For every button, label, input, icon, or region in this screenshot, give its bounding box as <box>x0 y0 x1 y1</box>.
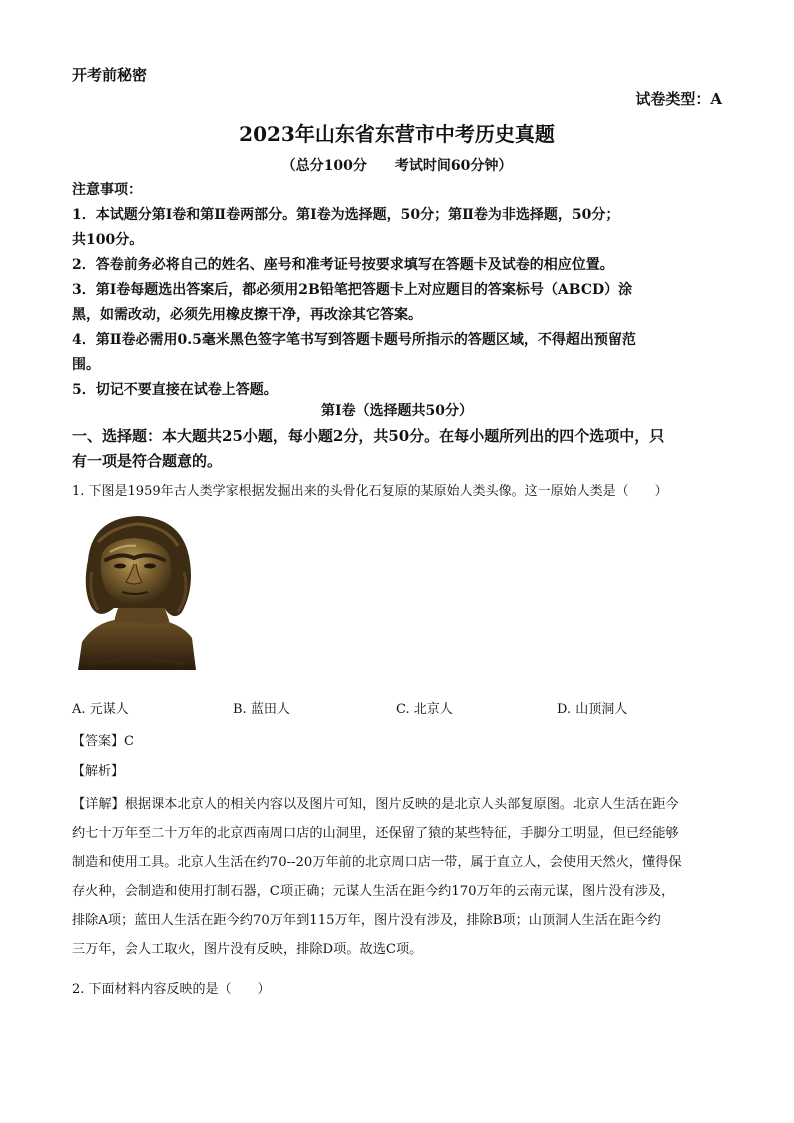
notes-heading: 注意事项： <box>72 182 142 198</box>
notes-section <box>72 178 722 403</box>
notes-line: 围。 <box>72 357 100 373</box>
notes-line: 2．答卷前务必将自己的姓名、座号和准考证号按要求填写在答题卡及试卷的相应位置。 <box>72 257 614 273</box>
option-d: D. 山顶洞人 <box>557 702 628 717</box>
option-a: A. 元谋人 <box>72 702 129 717</box>
notes-line: 3．第Ⅰ卷每题选出答案后，都必须用2B铅笔把答题卡上对应题目的答案标号（ABCD）涂 <box>72 282 633 298</box>
paper-type-label: 试卷类型：A <box>635 90 722 108</box>
instruction-line: 有一项是符合题意的。 <box>72 452 223 470</box>
peking-man-bust-image <box>74 512 200 672</box>
notes-line: 黑，如需改动，必须先用橡皮擦干净，再改涂其它答案。 <box>72 307 422 323</box>
section-instruction <box>72 424 722 474</box>
option-b: B. 蓝田人 <box>233 702 290 717</box>
explanation-line: 存火种，会制造和使用打制石器，C项正确；元谋人生活在距今约170万年的云南元谋，图片没有涉及， <box>72 884 675 899</box>
exam-subtitle: （总分100分 考试时间60分钟） <box>281 158 513 174</box>
question-1-stem: 1. 下图是1959年古人类学家根据发掘出来的头骨化石复原的某原始人类头像。这一原始人类是（ ） <box>72 484 668 499</box>
explanation-line: 排除A项；蓝田人生活在距今约70万年到115万年，图片没有涉及，排除B项；山顶洞人生活在距今约 <box>72 913 661 928</box>
instruction-line: 一、选择题：本大题共25小题，每小题2分，共50分。在每小题所列出的四个选项中，只 <box>72 427 665 445</box>
notes-line: 5．切记不要直接在试卷上答题。 <box>72 382 278 398</box>
confidential-label: 开考前秘密 <box>72 66 148 84</box>
section-title: 第Ⅰ卷（选择题共50分） <box>320 403 474 419</box>
explanation-line: 约七十万年至二十万年的北京西南周口店的山洞里，还保留了猿的某些特征，手脚分工明显，但已经能够 <box>72 826 679 841</box>
detailed-explanation <box>72 790 724 964</box>
analysis-label: 【解析】 <box>72 764 125 779</box>
exam-title: 2023年山东省东营市中考历史真题 <box>239 122 555 146</box>
question-2-stem: 2. 下面材料内容反映的是（ ） <box>72 982 271 997</box>
option-c: C. 北京人 <box>396 702 453 717</box>
notes-line: 共100分。 <box>72 232 144 248</box>
explanation-line: 三万年，会人工取火，图片没有反映，排除D项。故选C项。 <box>72 942 423 957</box>
notes-line: 1．本试题分第Ⅰ卷和第Ⅱ卷两部分。第Ⅰ卷为选择题，50分；第Ⅱ卷为非选择题，50分； <box>72 207 620 223</box>
explanation-line: 【详解】根据课本北京人的相关内容以及图片可知，图片反映的是北京人头部复原图。北京人生活在距今 <box>72 797 679 812</box>
notes-line: 4．第Ⅱ卷必需用0.5毫米黑色签字笔书写到答题卡题号所指示的答题区域，不得超出预留范 <box>72 332 636 348</box>
explanation-line: 制造和使用工具。北京人生活在约70--20万年前的北京周口店一带，属于直立人，会使用天然火，懂得保 <box>72 855 682 870</box>
answer-label: 【答案】C <box>72 734 134 749</box>
